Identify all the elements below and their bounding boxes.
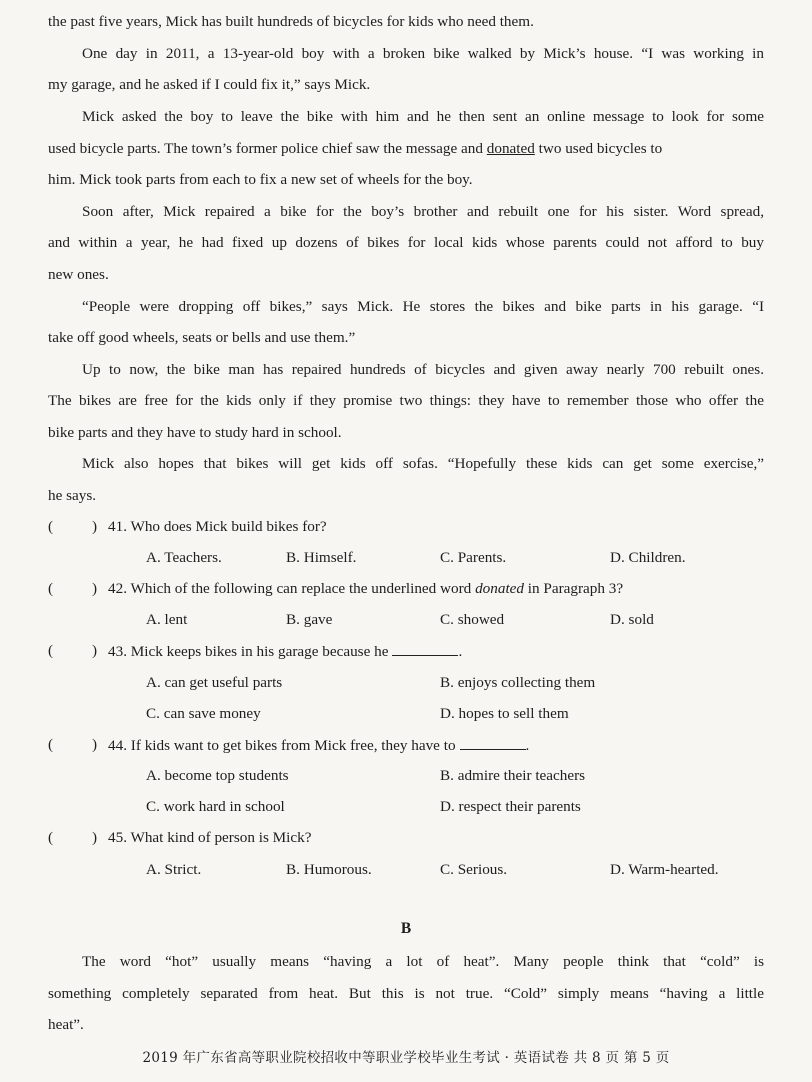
- option-d: D. respect their parents: [440, 798, 581, 815]
- option-c: C. showed: [440, 611, 505, 628]
- passage-line: bike parts and they have to study hard in school.: [48, 424, 342, 441]
- option-b: B. Humorous.: [286, 861, 372, 878]
- passage-line: The word “hot” usually means “having a lot of heat”. Many people think that “cold” is: [82, 953, 764, 970]
- question-text: 41. Who does Mick build bikes for?: [108, 518, 327, 535]
- option-c: C. work hard in school: [146, 798, 285, 815]
- question-text: 45. What kind of person is Mick?: [108, 829, 312, 846]
- passage-line: take off good wheels, seats or bells and use them.”: [48, 329, 356, 346]
- passage-line: One day in 2011, a 13-year-old boy with a broken bike walked by Mick’s house. “I was working in: [82, 45, 764, 62]
- passage-line: he says.: [48, 487, 97, 504]
- option-b: B. enjoys collecting them: [440, 674, 596, 691]
- passage-line: the past five years, Mick has built hundreds of bicycles for kids who need them.: [48, 13, 534, 30]
- section-heading: B: [400, 920, 412, 937]
- passage-line-with-underline: [48, 139, 764, 159]
- fill-blank[interactable]: [392, 641, 458, 656]
- option-a: A. Strict.: [146, 861, 202, 878]
- option-c: C. Parents.: [440, 549, 507, 566]
- option-a: A. Teachers.: [146, 549, 222, 566]
- option-b: B. admire their teachers: [440, 767, 586, 784]
- underlined-word-donated: donated: [486, 140, 535, 157]
- passage-line: The bikes are free for the kids only if they promise two things: they have to remember those who offer the: [48, 392, 764, 409]
- passage-line: heat”.: [48, 1016, 84, 1033]
- italic-word: donated: [475, 580, 524, 597]
- question-text: 44. If kids want to get bikes from Mick free, they have to .: [108, 737, 530, 754]
- passage-line: “People were dropping off bikes,” says Mick. He stores the bikes and bike parts in his garage. “I: [82, 298, 764, 315]
- option-d: D. Warm-hearted.: [610, 861, 719, 878]
- option-a: A. can get useful parts: [146, 674, 283, 691]
- option-c: C. can save money: [146, 705, 261, 722]
- passage-line: something completely separated from heat. But this is not true. “Cold” simply means “having a little: [48, 985, 764, 1002]
- exam-page: the past five years, Mick has built hundreds of bicycles for kids who need them. One day in 2011, a 13-year-old boy with a broken bike walked by Mick’s house. “I was working in my garage, and he asked if I could fix it,” says Mick. Mick asked the boy to leave the bike with him and he then sent an online message to look for some used bicycle parts. The town’s former police chief saw the message and donated two used bicycles to him. Mick took parts from each to fix a new set of wheels for the boy. Soon after, Mick repaired a bike for the boy’s brother and rebuilt one for his sister. Word spread, and within a year, he had fixed up dozens of bikes for local kids whose parents could not afford to buy new ones. “People were dropping off bikes,” says Mick. He stores the bikes and bike parts in his garage. “I take off good wheels, seats or bells and use them.” Up to now, the bike man has repaired hundreds of bicycles and given away nearly 700 rebuilt ones. The bikes are free for the kids only if they promise two things: they have to remember those who offer the bike parts and they have to study hard in school. Mick also hopes that bikes will get kids off sofas. “Hopefully these kids can get some exercise,” he says. ( ) 41. Who does Mick build bikes for? A. Teachers. B. Himself. C. Parents. D. Children. ( ) 42. Which of the following can replace the underlined word donated in Paragraph 3? A. lent B. gave C. showed D. sold ( ) 43. Mick keeps bikes in his garage because he . A. can get useful parts B. enjoys collecting them C. can save money D. hopes to sell them ( ) 44. If kids want to get bikes from Mick free, they have to . A. become top students B. admire their teachers C. work hard in school D. respect their parents ( ) 45. What kind of person is Mick? A. Strict. B. Humorous. C. Serious. D. Warm-hearted. B The word “hot” usually means “having a lot of heat”. Many people think that “cold” is something completely separated from heat. But this is not true. “Cold” simply means “having a little heat”. 2019 年广东省高等职业院校招收中等职业学校毕业生考试 · 英语试卷 共 8 页 第 5 页: [0, 0, 812, 1082]
- passage-line: Soon after, Mick repaired a bike for the boy’s brother and rebuilt one for his sister. Word spread,: [82, 203, 764, 220]
- option-c: C. Serious.: [440, 861, 508, 878]
- option-a: A. lent: [146, 611, 188, 628]
- passage-line: Up to now, the bike man has repaired hundreds of bicycles and given away nearly 700 rebuilt ones.: [82, 361, 764, 378]
- passage-line: Mick also hopes that bikes will get kids off sofas. “Hopefully these kids can get some exercise,”: [82, 455, 764, 472]
- passage-line: him. Mick took parts from each to fix a new set of wheels for the boy.: [48, 171, 473, 188]
- option-a: A. become top students: [146, 767, 289, 784]
- passage-text: two used bicycles to: [534, 140, 663, 157]
- passage-line: Mick asked the boy to leave the bike with him and he then sent an online message to look for some: [82, 108, 764, 125]
- option-b: B. gave: [286, 611, 333, 628]
- question-text: 43. Mick keeps bikes in his garage because he .: [108, 643, 463, 660]
- option-b: B. Himself.: [286, 549, 357, 566]
- passage-line: new ones.: [48, 266, 109, 283]
- option-d: D. hopes to sell them: [440, 705, 569, 722]
- passage-line: and within a year, he had fixed up dozens of bikes for local kids whose parents could not afford to buy: [48, 234, 764, 251]
- option-d: D. Children.: [610, 549, 686, 566]
- question-text: 42. Which of the following can replace the underlined word donated in Paragraph 3?: [108, 580, 624, 597]
- option-d: D. sold: [610, 611, 654, 628]
- page-footer: 2019 年广东省高等职业院校招收中等职业学校毕业生考试 · 英语试卷 共 8 页 第 5 页: [142, 1050, 670, 1066]
- passage-line: my garage, and he asked if I could fix it,” says Mick.: [48, 76, 371, 93]
- passage-text: used bicycle parts. The town’s former police chief saw the message and: [48, 140, 487, 157]
- fill-blank[interactable]: [460, 735, 526, 750]
